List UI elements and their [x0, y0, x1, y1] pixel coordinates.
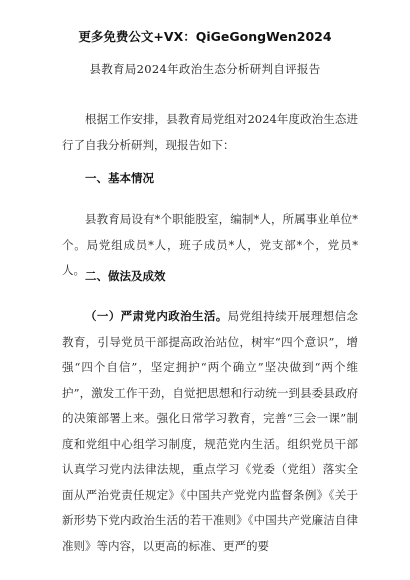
- section-heading-basic-situation: 一、基本情况: [85, 171, 154, 185]
- document-title: 县教育局2024年政治生态分析研判自评报告: [89, 62, 321, 76]
- intro-paragraph: 根据工作安排，县教育局党组对2024年度政治生态进行了自我分析研判，现报告如下：: [62, 112, 358, 152]
- practices-paragraph: [62, 304, 358, 559]
- basic-situation-paragraph: 县教育局设有*个职能股室，编制*人，所属事业单位*个。局党组成员*人，班子成员*人，党支部*个，党员*人。: [62, 212, 358, 277]
- promo-banner: 更多免费公文+VX：QiGeGongWen2024: [78, 29, 332, 44]
- subsection-text: 局党组持续开展理想信念教育，引导党员干部提高政治站位，树牢“四个意识”，增强“四个自信”，坚定拥护“两个确立”坚决做到“两个维护”，激发工作干劲，自觉把思想和行动统一到县委县政府的决策部署上来。强化日常学习教育，完善“三会一课”制度和党组中心组学习制度，规范党内生活。组织党员干部认真学习党内法律法规，重点学习《党委（党组）落实全面从严治党责任规定》《中国共产党党内监督条例》《关于新形势下党内政治生活的若干准则》《中国共产党廉洁自律准则》等内容，以更高的标准、更严的要: [62, 309, 359, 553]
- section-heading-practices: 二、做法及成效: [85, 269, 166, 283]
- subsection-lead: （一）严肃党内政治生活。: [85, 309, 228, 323]
